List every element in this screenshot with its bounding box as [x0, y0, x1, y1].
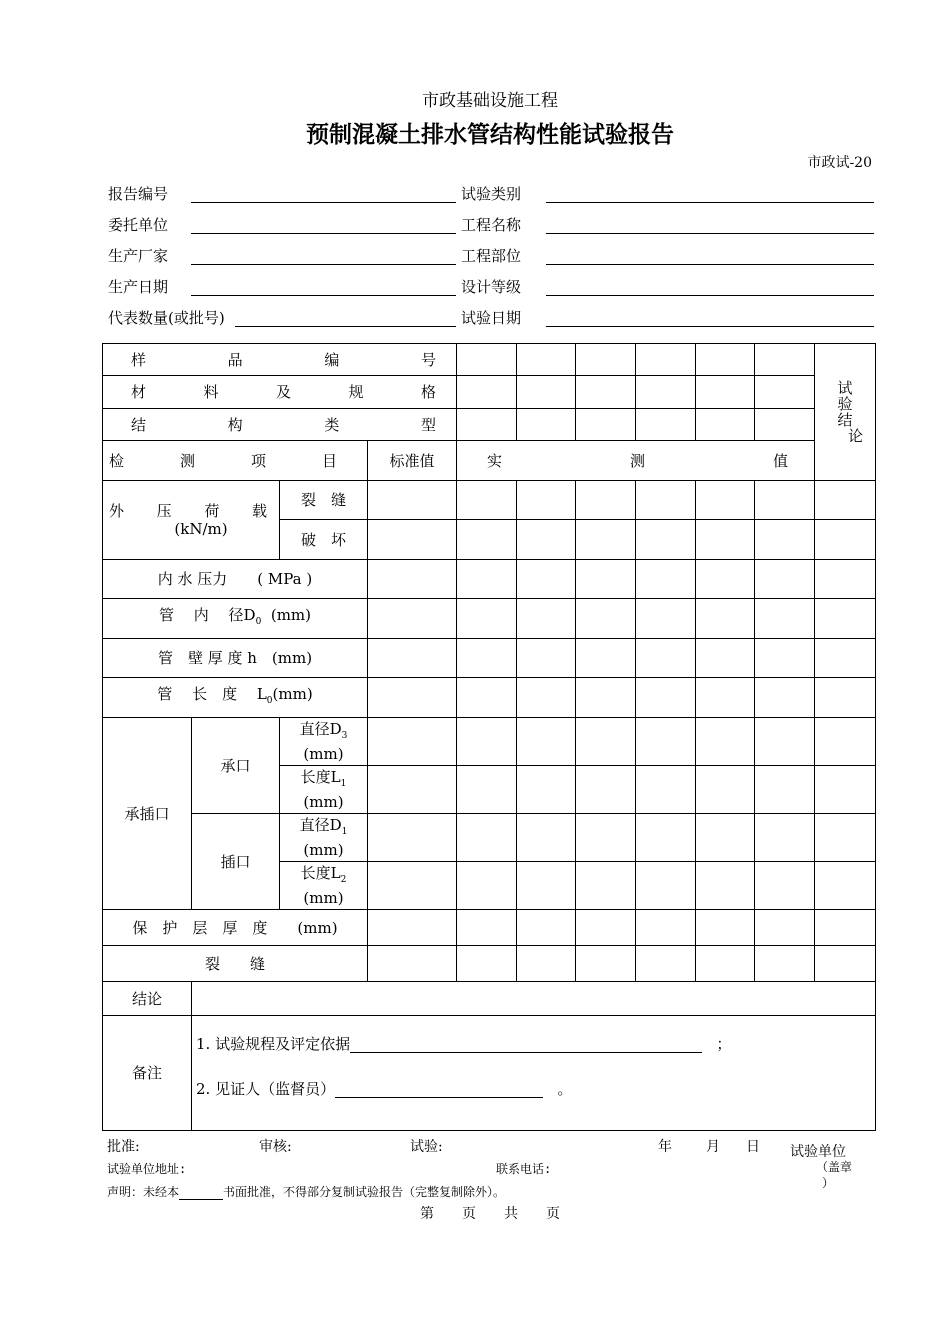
year-label: 年 — [658, 1139, 672, 1155]
label-test-date: 试验日期 — [461, 309, 522, 327]
month-label: 月 — [706, 1139, 720, 1155]
page-number: 第 页 共 页 — [420, 1206, 560, 1222]
spigot-length-label: 长度$L_2$ (mm) — [280, 862, 368, 910]
failure-label: 破 坏 — [280, 520, 368, 560]
cover-thickness-label: 保 护 层 厚 度 (mm) — [103, 910, 368, 946]
page-title: 预制混凝土排水管结构性能试验报告 — [306, 122, 674, 148]
conclusion-column-header: 试 验 结 论 — [815, 344, 876, 481]
material-header: 材 料 及 规 格 — [103, 376, 457, 409]
socket-diameter-label: 直径$D_3$ (mm) — [280, 718, 368, 766]
project-name-field[interactable] — [546, 233, 874, 234]
approve-label: 批准: — [107, 1139, 140, 1155]
standard-value-header: 标准值 — [368, 441, 457, 481]
socket-length-label: 长度$L_1$ (mm) — [280, 766, 368, 814]
unit-name-field[interactable] — [179, 1185, 223, 1200]
manufacturer-field[interactable] — [191, 264, 456, 265]
report-no-field[interactable] — [191, 202, 456, 203]
witness-field[interactable] — [335, 1079, 543, 1098]
crack-label: 裂 缝 — [280, 481, 368, 520]
test-table — [102, 343, 876, 1131]
inspect-item-header: 检 测 项 目 — [103, 441, 368, 481]
structure-header: 结 构 类 型 — [103, 409, 457, 441]
label-production-date: 生产日期 — [108, 278, 169, 296]
production-date-field[interactable] — [191, 295, 456, 296]
form-code: 市政试-20 — [807, 155, 872, 171]
series-title: 市政基础设施工程 — [422, 91, 558, 111]
label-design-grade: 设计等级 — [461, 278, 522, 296]
internal-pressure-label: 内 水 压力 ( MPa ) — [103, 560, 368, 599]
note-regulation: 1. 试验规程及评定依据 — [196, 1035, 351, 1053]
spigot-label: 插口 — [192, 814, 280, 910]
conclusion-field[interactable] — [192, 982, 876, 1016]
phone-label: 联系电话: — [496, 1162, 552, 1176]
review-label: 审核: — [259, 1139, 292, 1155]
remarks-label: 备注 — [103, 1016, 192, 1131]
external-load-label: 外 压 荷 载 (kN/m) — [103, 481, 280, 560]
inner-diameter-label: 管 内 径$D_0$ (mm) — [103, 599, 368, 639]
statement: 声明：未经本 书面批准，不得部分复制试验报告（完整复制除外）。 — [107, 1185, 506, 1199]
seal-label: （盖章 — [816, 1160, 853, 1174]
label-manufacturer: 生产厂家 — [108, 247, 169, 265]
client-field[interactable] — [191, 233, 456, 234]
design-grade-field[interactable] — [546, 295, 874, 296]
pipe-length-label: 管 长 度 $L_0(mm)$ — [103, 678, 368, 718]
project-part-field[interactable] — [546, 264, 874, 265]
socket-spigot-label: 承插口 — [103, 718, 192, 910]
socket-label: 承口 — [192, 718, 280, 814]
label-batch: 代表数量(或批号) — [108, 309, 225, 327]
label-test-category: 试验类别 — [461, 185, 522, 203]
note-witness: 2. 见证人（监督员） — [196, 1080, 336, 1098]
label-project-name: 工程名称 — [461, 216, 522, 234]
address-label: 试验单位地址: — [107, 1162, 187, 1176]
test-category-field[interactable] — [546, 202, 874, 203]
test-date-field[interactable] — [546, 326, 874, 327]
regulation-field[interactable] — [350, 1034, 702, 1053]
remarks-content: 1. 试验规程及评定依据 ； 2. 见证人（监督员） 。 — [192, 1016, 876, 1131]
label-report-no: 报告编号 — [108, 185, 169, 203]
tester-label: 试验: — [410, 1139, 443, 1155]
test-unit-label: 试验单位 — [790, 1144, 846, 1160]
label-client: 委托单位 — [108, 216, 169, 234]
wall-thickness-label: 管 壁 厚 度 h (mm) — [103, 639, 368, 678]
spigot-diameter-label: 直径$D_1$ (mm) — [280, 814, 368, 862]
batch-field[interactable] — [235, 326, 456, 327]
conclusion-label: 结论 — [103, 982, 192, 1016]
label-project-part: 工程部位 — [461, 247, 522, 265]
measured-value-header: 实 测 值 — [457, 441, 815, 481]
day-label: 日 — [746, 1139, 760, 1155]
seal-close: ） — [822, 1176, 835, 1190]
crack-row-label: 裂 缝 — [103, 946, 368, 982]
sample-no-header: 样 品 编 号 — [103, 344, 457, 376]
